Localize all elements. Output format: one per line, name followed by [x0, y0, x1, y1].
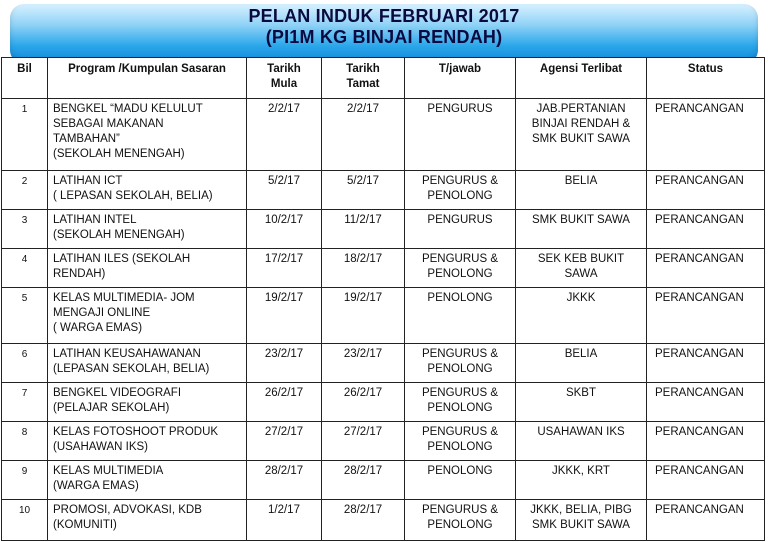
cell-program: [48, 344, 247, 383]
table-row: [2, 500, 765, 541]
cell-tjawab: [405, 99, 516, 171]
title-line-1: PELAN INDUK FEBRUARI 2017: [248, 6, 520, 26]
cell-bil: 1: [2, 99, 48, 171]
cell-status: PERANCANGAN: [647, 344, 765, 383]
cell-tjawab: [405, 461, 516, 500]
cell-program-line: TAMBAHAN”: [53, 133, 120, 145]
cell-agensi-line: SMK BUKIT SAWA: [532, 214, 630, 226]
cell-tjawab: [405, 422, 516, 461]
cell-tjawab: [405, 171, 516, 210]
title-line-2: (PI1M KG BINJAI RENDAH): [265, 27, 503, 47]
header-status: Status: [647, 58, 765, 99]
table-row: [2, 383, 765, 422]
cell-tjawab-line: PENOLONG: [427, 441, 493, 453]
cell-agensi-line: BELIA: [564, 348, 598, 360]
cell-tjawab-line: PENGURUS &: [421, 387, 499, 399]
header-tarikh-mula: Tarikh Mula: [247, 58, 322, 99]
cell-agensi-line: USAHAWAN IKS: [537, 426, 625, 438]
cell-program-line: (LEPASAN SEKOLAH, BELIA): [53, 363, 210, 375]
cell-program-line: ( WARGA EMAS): [53, 322, 143, 334]
cell-status: PERANCANGAN: [647, 383, 765, 422]
cell-agensi-line: SKBT: [565, 387, 597, 399]
cell-agensi: [516, 383, 647, 422]
cell-tarikh-tamat: 28/2/17: [322, 461, 405, 500]
cell-agensi: [516, 500, 647, 541]
cell-tjawab: [405, 249, 516, 288]
cell-program-line: PROMOSI, ADVOKASI, KDB: [53, 504, 202, 516]
page-title: [0, 6, 768, 48]
cell-tarikh-tamat: 23/2/17: [322, 344, 405, 383]
cell-program: [48, 383, 247, 422]
cell-program: [48, 461, 247, 500]
cell-bil: 7: [2, 383, 48, 422]
cell-tarikh-tamat: 11/2/17: [322, 210, 405, 249]
cell-program-line: LATIHAN INTEL: [53, 214, 137, 226]
header-tarikh-tamat: Tarikh Tamat: [322, 58, 405, 99]
cell-tarikh-mula: 28/2/17: [247, 461, 322, 500]
table-row: [2, 461, 765, 500]
cell-agensi: [516, 288, 647, 344]
cell-agensi: [516, 249, 647, 288]
cell-agensi: [516, 344, 647, 383]
cell-tjawab-line: PENGURUS: [427, 103, 493, 115]
cell-program-line: ( LEPASAN SEKOLAH, BELIA): [53, 190, 213, 202]
cell-tjawab: [405, 383, 516, 422]
cell-agensi: [516, 461, 647, 500]
cell-tjawab-line: PENOLONG: [427, 519, 493, 531]
cell-tjawab-line: PENGURUS: [427, 214, 493, 226]
cell-bil: 10: [2, 500, 48, 541]
table-row: [2, 99, 765, 171]
cell-program-line: SEBAGAI MAKANAN: [53, 118, 164, 130]
cell-program: [48, 99, 247, 171]
cell-tjawab: [405, 344, 516, 383]
cell-tarikh-tamat: 27/2/17: [322, 422, 405, 461]
cell-program-line: LATIHAN ILES (SEKOLAH: [53, 253, 191, 265]
schedule-table: [1, 57, 765, 541]
cell-program-line: (SEKOLAH MENENGAH): [53, 229, 185, 241]
cell-program: [48, 249, 247, 288]
cell-tjawab-line: PENGURUS &: [421, 426, 499, 438]
cell-agensi: [516, 210, 647, 249]
cell-program-line: (WARGA EMAS): [53, 480, 139, 492]
cell-agensi-line: SEK KEB BUKIT: [537, 253, 625, 265]
table-row: [2, 288, 765, 344]
cell-status: PERANCANGAN: [647, 461, 765, 500]
cell-tjawab: [405, 210, 516, 249]
cell-tjawab: [405, 500, 516, 541]
cell-program-line: KELAS MULTIMEDIA- JOM: [53, 292, 195, 304]
cell-bil: 5: [2, 288, 48, 344]
table-row: [2, 210, 765, 249]
cell-agensi: [516, 99, 647, 171]
cell-program-line: (PELAJAR SEKOLAH): [53, 402, 170, 414]
cell-program-line: RENDAH): [53, 268, 106, 280]
cell-agensi-line: JKKK, KRT: [552, 465, 610, 477]
cell-program-line: KELAS MULTIMEDIA: [53, 465, 164, 477]
cell-tjawab-line: PENOLONG: [427, 402, 493, 414]
cell-agensi-line: JAB.PERTANIAN: [536, 103, 626, 115]
header-bil: Bil: [2, 58, 48, 99]
cell-agensi-line: JKKK: [566, 292, 596, 304]
cell-agensi-line: JKKK, BELIA, PIBG: [530, 504, 632, 516]
cell-tarikh-tamat: 5/2/17: [322, 171, 405, 210]
cell-program-line: BENGKEL “MADU KELULUT: [53, 103, 203, 115]
cell-program: [48, 288, 247, 344]
table-row: [2, 344, 765, 383]
cell-tjawab-line: PENGURUS &: [421, 253, 499, 265]
cell-status: PERANCANGAN: [647, 288, 765, 344]
table-row: [2, 171, 765, 210]
cell-tarikh-mula: 5/2/17: [247, 171, 322, 210]
cell-program-line: MENGAJI ONLINE: [53, 307, 151, 319]
header-tjawab: T/jawab: [405, 58, 516, 99]
cell-bil: 2: [2, 171, 48, 210]
cell-tarikh-tamat: 19/2/17: [322, 288, 405, 344]
cell-status: PERANCANGAN: [647, 500, 765, 541]
cell-tarikh-mula: 19/2/17: [247, 288, 322, 344]
cell-tjawab-line: PENOLONG: [427, 190, 493, 202]
cell-tarikh-mula: 26/2/17: [247, 383, 322, 422]
cell-tjawab-line: PENGURUS &: [421, 504, 499, 516]
cell-bil: 9: [2, 461, 48, 500]
cell-tjawab-line: PENGURUS &: [421, 175, 499, 187]
cell-bil: 4: [2, 249, 48, 288]
cell-tjawab-line: PENOLONG: [427, 363, 493, 375]
cell-agensi-line: SMK BUKIT SAWA: [532, 133, 630, 145]
cell-tarikh-mula: 23/2/17: [247, 344, 322, 383]
cell-tjawab-line: PENOLONG: [427, 292, 493, 304]
cell-tarikh-mula: 1/2/17: [247, 500, 322, 541]
cell-program-line: LATIHAN ICT: [53, 175, 123, 187]
cell-tjawab-line: PENGURUS &: [421, 348, 499, 360]
cell-tarikh-mula: 17/2/17: [247, 249, 322, 288]
cell-program: [48, 210, 247, 249]
cell-program: [48, 500, 247, 541]
cell-agensi-line: SAWA: [564, 268, 598, 280]
cell-tjawab-line: PENOLONG: [427, 268, 493, 280]
table-row: [2, 422, 765, 461]
cell-bil: 6: [2, 344, 48, 383]
cell-agensi: [516, 171, 647, 210]
cell-status: PERANCANGAN: [647, 210, 765, 249]
cell-tarikh-tamat: 28/2/17: [322, 500, 405, 541]
cell-status: PERANCANGAN: [647, 99, 765, 171]
header-row: [2, 58, 765, 99]
cell-bil: 8: [2, 422, 48, 461]
cell-tarikh-mula: 27/2/17: [247, 422, 322, 461]
cell-tarikh-mula: 10/2/17: [247, 210, 322, 249]
cell-agensi-line: SMK BUKIT SAWA: [532, 519, 630, 531]
cell-program: [48, 422, 247, 461]
cell-program-line: BENGKEL VIDEOGRAFI: [53, 387, 182, 399]
cell-status: PERANCANGAN: [647, 249, 765, 288]
cell-program-line: (SEKOLAH MENENGAH): [53, 148, 185, 160]
cell-agensi: [516, 422, 647, 461]
cell-tarikh-tamat: 18/2/17: [322, 249, 405, 288]
cell-program-line: (USAHAWAN IKS): [53, 441, 148, 453]
cell-status: PERANCANGAN: [647, 422, 765, 461]
cell-status: PERANCANGAN: [647, 171, 765, 210]
cell-tjawab-line: PENOLONG: [427, 465, 493, 477]
cell-agensi-line: BINJAI RENDAH &: [531, 118, 631, 130]
cell-program-line: LATIHAN KEUSAHAWANAN: [53, 348, 201, 360]
cell-program-line: KELAS FOTOSHOOT PRODUK: [53, 426, 219, 438]
cell-tarikh-tamat: 26/2/17: [322, 383, 405, 422]
cell-tjawab: [405, 288, 516, 344]
cell-program: [48, 171, 247, 210]
cell-bil: 3: [2, 210, 48, 249]
cell-tarikh-tamat: 2/2/17: [322, 99, 405, 171]
cell-agensi-line: BELIA: [564, 175, 598, 187]
header-program: Program /Kumpulan Sasaran: [48, 58, 247, 99]
header-agensi: Agensi Terlibat: [516, 58, 647, 99]
cell-program-line: (KOMUNITI): [53, 519, 117, 531]
cell-tarikh-mula: 2/2/17: [247, 99, 322, 171]
table-row: [2, 249, 765, 288]
